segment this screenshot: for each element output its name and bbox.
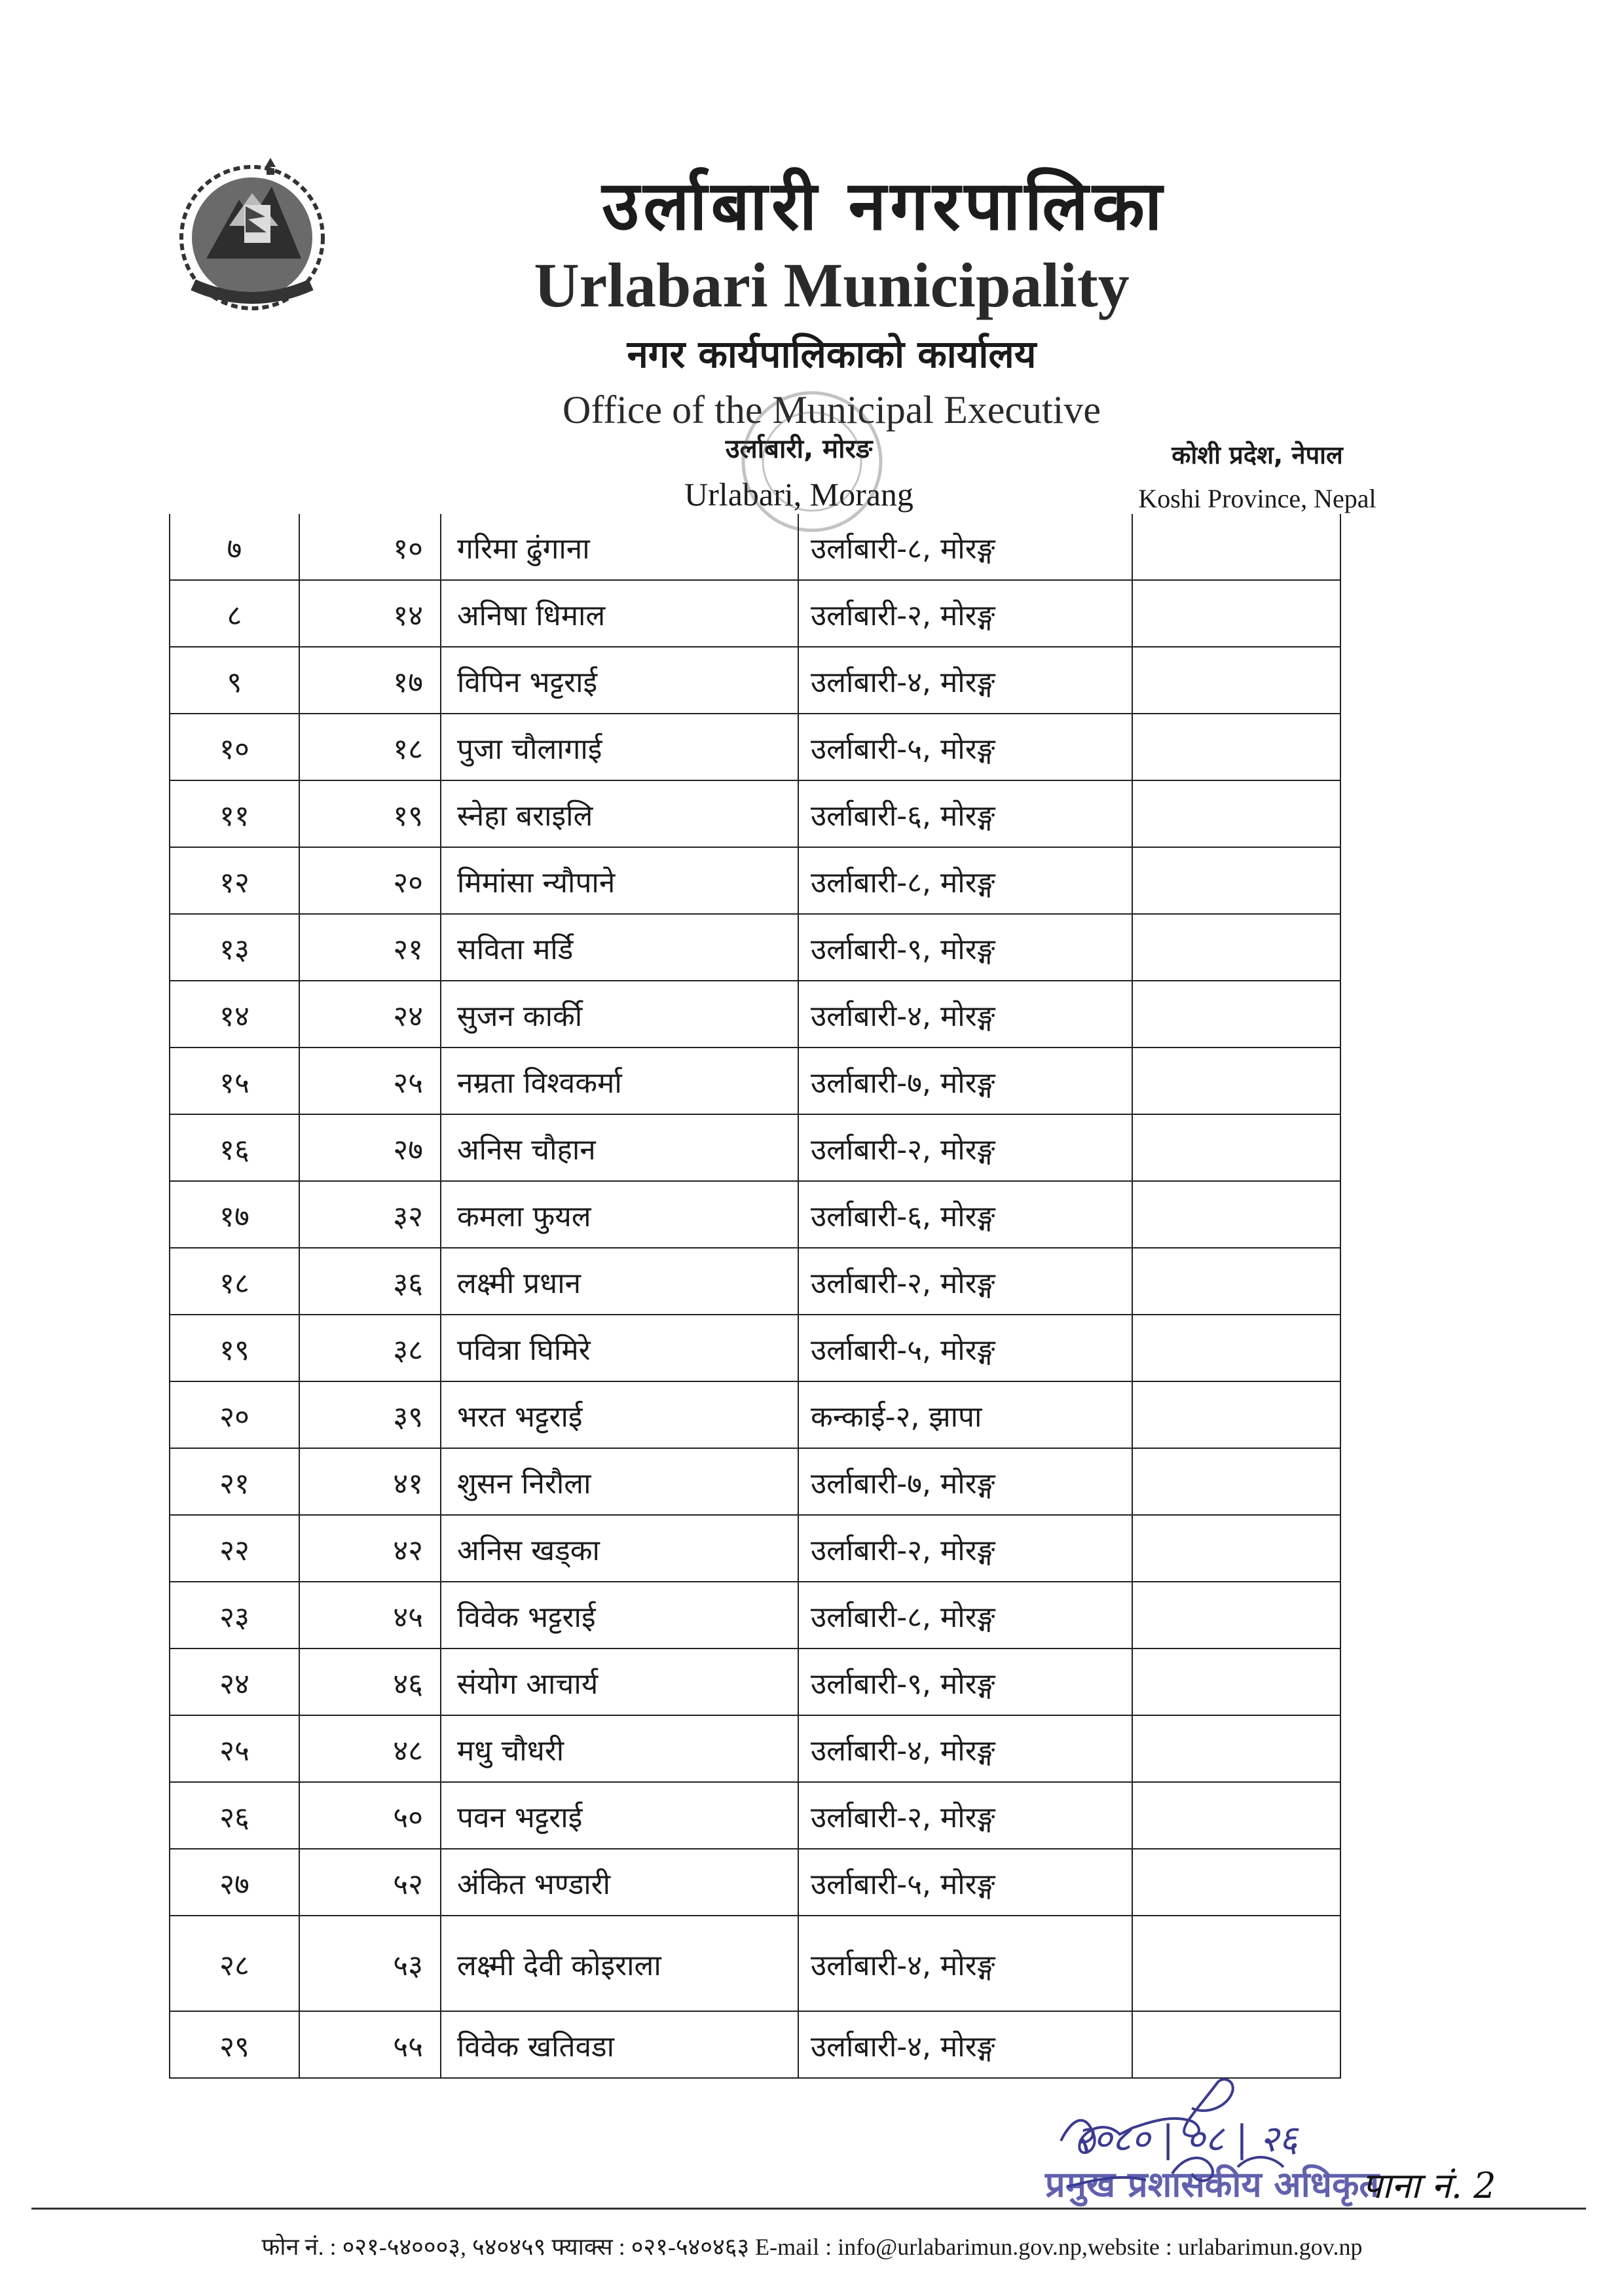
serial-number-cell: ८ [227,599,242,632]
roll-number-cell: १७ [393,666,423,699]
address-cell: उर्लाबारी-२, मोरङ्ग [811,1534,995,1567]
table-row [169,1115,1341,1182]
address-cell: उर्लाबारी-८, मोरङ्ग [811,1601,995,1634]
table-row [169,1783,1341,1850]
page-number: पाना नं. 2 [1362,2165,1496,2206]
table-row [169,1182,1341,1248]
address-cell: उर्लाबारी-७, मोरङ्ग [811,1467,995,1501]
candidate-name-cell: पुजा चौलागाई [457,733,602,766]
table-row [169,915,1341,981]
roll-number-cell: २० [393,866,423,900]
address-cell: उर्लाबारी-७, मोरङ्ग [811,1066,995,1100]
signatory-title: प्रमुख प्रशासकीय अधिकृत [1045,2164,1380,2205]
serial-number-cell: २२ [219,1534,249,1567]
roll-number-cell: २१ [393,933,423,966]
address-cell: उर्लाबारी-५, मोरङ्ग [811,1868,995,1901]
table-row [169,1382,1341,1449]
serial-number-cell: १८ [219,1267,249,1300]
office-name-en: Office of the Municipal Executive [563,388,1101,431]
province-np: कोशी प्रदेश, नेपाल [1172,441,1343,469]
address-cell: उर्लाबारी-६, मोरङ्ग [811,799,995,833]
address-cell: कन्काई-२, झापा [811,1400,982,1434]
table-row [169,981,1341,1048]
nepal-emblem-icon [167,154,344,311]
serial-number-cell: १७ [219,1200,249,1233]
table-row [169,1716,1341,1783]
candidate-name-cell: लक्ष्मी देवी कोइराला [457,1949,661,1982]
serial-number-cell: २५ [219,1734,249,1768]
province-en: Koshi Province, Nepal [1138,484,1376,513]
candidate-name-cell: विपिन भट्टराई [457,666,598,699]
address-cell: उर्लाबारी-८, मोरङ्ग [811,866,995,900]
candidate-name-cell: सविता मर्डि [457,933,574,966]
candidate-name-cell: संयोग आचार्य [457,1667,599,1701]
roll-number-cell: ४५ [393,1601,423,1634]
serial-number-cell: ९ [227,666,242,699]
serial-number-cell: २३ [219,1601,249,1634]
serial-number-cell: १३ [219,933,249,966]
roll-number-cell: २७ [393,1133,423,1167]
serial-number-cell: ७ [227,532,242,566]
table-row [169,1916,1341,2012]
table-row [169,2012,1341,2079]
candidate-name-cell: पवन भट्टराई [457,1801,583,1834]
candidate-name-cell: लक्ष्मी प्रधान [457,1267,581,1300]
roll-number-cell: २४ [393,1000,423,1033]
table-row [169,848,1341,915]
address-cell: उर्लाबारी-८, मोरङ्ग [811,532,995,566]
table-row [169,1315,1341,1382]
candidate-name-cell: मधु चौधरी [457,1734,564,1768]
table-row [169,1248,1341,1315]
address-cell: उर्लाबारी-२, मोरङ्ग [811,1267,995,1300]
table-row [169,1516,1341,1582]
roll-number-cell: १८ [393,733,423,766]
roll-number-cell: ४६ [393,1667,423,1701]
location-en: Urlabari, Morang [684,476,913,513]
candidate-name-cell: सुजन कार्की [457,1000,583,1033]
roll-number-cell: ५० [393,1801,423,1834]
candidate-name-cell: अनिषा धिमाल [457,599,606,632]
candidate-name-cell: अंकित भण्डारी [457,1868,611,1901]
address-cell: उर्लाबारी-४, मोरङ्ग [811,1734,995,1768]
address-cell: उर्लाबारी-२, मोरङ्ग [811,1133,995,1167]
roll-number-cell: ३६ [393,1267,423,1300]
table-row [169,781,1341,848]
serial-number-cell: १० [219,733,249,766]
serial-number-cell: १२ [219,866,249,900]
table-row [169,1582,1341,1649]
footer-divider [31,2208,1586,2210]
roll-number-cell: ४८ [393,1734,423,1768]
table-row [169,647,1341,714]
municipality-title-en: Urlabari Municipality [534,250,1130,320]
roll-number-cell: १० [393,532,423,566]
address-cell: उर्लाबारी-९, मोरङ्ग [811,1667,995,1701]
candidate-name-cell: शुसन निरौला [457,1467,591,1501]
serial-number-cell: २८ [219,1949,249,1982]
roll-number-cell: १४ [393,599,423,632]
candidate-name-cell: कमला फुयल [457,1200,591,1233]
roll-number-cell: ५३ [393,1949,423,1982]
candidate-name-cell: विवेक खतिवडा [457,2030,614,2064]
table-row [169,714,1341,781]
candidate-name-cell: मिमांसा न्यौपाने [457,866,616,900]
candidate-name-cell: स्नेहा बराइलि [457,799,593,833]
roll-number-cell: ३९ [393,1400,423,1434]
address-cell: उर्लाबारी-५, मोरङ्ग [811,1334,995,1367]
candidate-name-cell: अनिस खड्का [457,1534,600,1567]
serial-number-cell: १९ [219,1334,249,1367]
roll-number-cell: ५२ [393,1868,423,1901]
candidate-name-cell: भरत भट्टराई [457,1400,583,1434]
address-cell: उर्लाबारी-९, मोरङ्ग [811,933,995,966]
serial-number-cell: १४ [219,1000,249,1033]
serial-number-cell: २४ [219,1667,249,1701]
candidate-name-cell: पवित्रा घिमिरे [457,1334,591,1367]
serial-number-cell: २१ [219,1467,249,1501]
serial-number-cell: २९ [219,2030,249,2064]
table-row [169,1449,1341,1516]
municipality-title-np: उर्लाबारी नगरपालिका [602,166,1166,246]
serial-number-cell: १६ [219,1133,249,1167]
candidate-name-cell: अनिस चौहान [457,1133,596,1167]
serial-number-cell: २६ [219,1801,249,1834]
roll-number-cell: ३२ [393,1200,423,1233]
address-cell: उर्लाबारी-४, मोरङ्ग [811,1000,995,1033]
location-np: उर्लाबारी, मोरङ [725,434,873,464]
footer-contact: फोन नं. : ०२१-५४०००३, ५४०४५९ फ्याक्स : ०२१-५४०४६३ E-mail : info@urlabarimun.gov.np,website : urlabarimun.gov.np [261,2234,1363,2260]
signature-date: २०८० | ०८ | २६ [1074,2118,1298,2160]
candidate-name-cell: विवेक भट्टराई [457,1601,596,1634]
address-cell: उर्लाबारी-४, मोरङ्ग [811,666,995,699]
address-cell: उर्लाबारी-५, मोरङ्ग [811,733,995,766]
address-cell: उर्लाबारी-४, मोरङ्ग [811,2030,995,2064]
roll-number-cell: ४१ [393,1467,423,1501]
table-row [169,1048,1341,1115]
roll-number-cell: ४२ [393,1534,423,1567]
address-cell: उर्लाबारी-४, मोरङ्ग [811,1949,995,1982]
roll-number-cell: ५५ [393,2030,423,2064]
address-cell: उर्लाबारी-२, मोरङ्ग [811,1801,995,1834]
roll-number-cell: १९ [393,799,423,833]
table-row [169,1649,1341,1716]
serial-number-cell: २७ [219,1868,249,1901]
address-cell: उर्लाबारी-२, मोरङ्ग [811,599,995,632]
roll-number-cell: २५ [393,1066,423,1100]
office-name-np: नगर कार्यपालिकाको कार्यालय [627,332,1037,376]
candidate-name-cell: नम्रता विश्वकर्मा [457,1066,622,1100]
table-row [169,514,1341,581]
address-cell: उर्लाबारी-६, मोरङ्ग [811,1200,995,1233]
candidate-name-cell: गरिमा ढुंगाना [457,532,590,566]
serial-number-cell: २० [219,1400,249,1434]
table-row [169,1850,1341,1916]
serial-number-cell: ११ [219,799,249,833]
serial-number-cell: १५ [219,1066,249,1100]
roll-number-cell: ३८ [393,1334,423,1367]
table-row [169,581,1341,647]
